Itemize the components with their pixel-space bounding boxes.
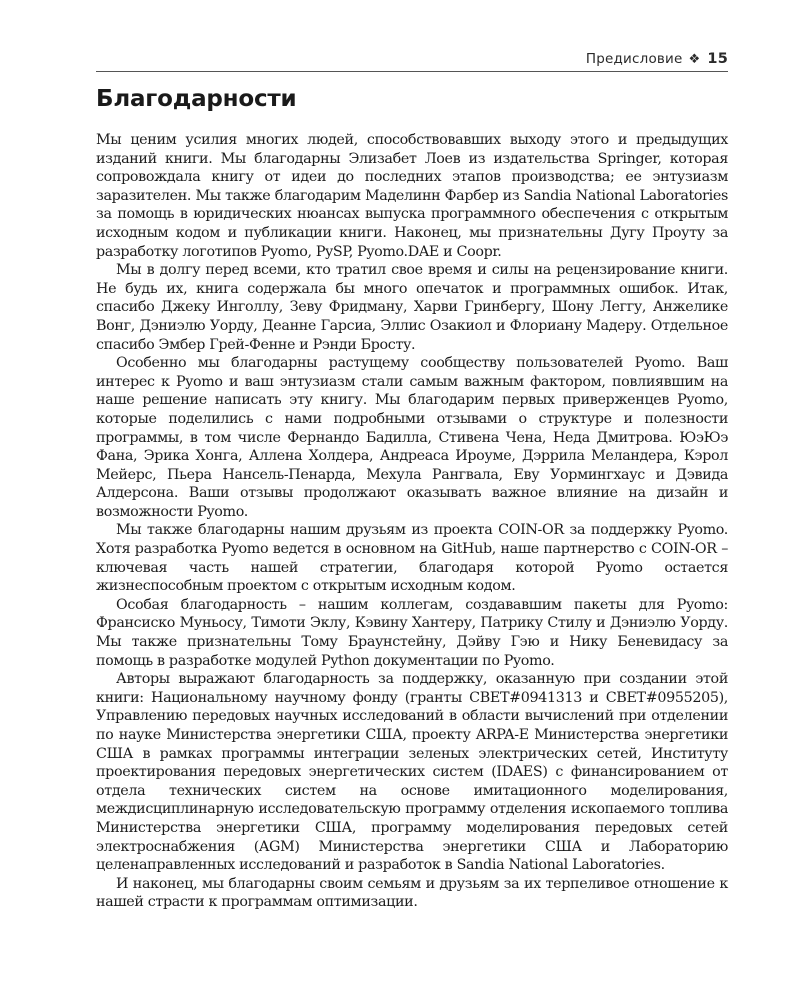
body-text [96, 131, 728, 912]
paragraph: Особенно мы благодарны растущему сообществу пользователей Pyomo. Ваш интерес к Pyomo и ваш энтузиазм стали самым важным фактором, повлиявшим на наше решение написать эту книгу. Мы благодарим первых приверженцев Pyomo, которые поделились с нами подробными отзывами о структуре и полезности программы, в том числе Фернандо Бадилла, Стивена Чена, Неда Дмитрова. ЮэЮэ Фана, Эрика Хонга, Аллена Холдера, Андреаса Ироуме, Дэррила Меландера, Кэрол Мейерс, Пьера Нансель-Пенарда, Мехула Рангвала, Еву Уормингхаус и Дэвида Алдерсона. Ваши отзывы продолжают оказывать важное влияние на дизайн и возможности Pyomo. [96, 355, 728, 520]
paragraph: Мы также благодарны нашим друзьям из проекта COIN-OR за поддержку Pyomo. Хотя разработка Pyomo ведется в основном на GitHub, наше партнерство с COIN-OR – ключевая часть нашей стратегии, благодаря которой Pyomo остается жизнеспособным проектом с открытым исходным кодом. [96, 522, 728, 595]
page-number: 15 [707, 51, 728, 67]
section-title: Благодарности [96, 86, 297, 112]
header-rule [96, 71, 728, 72]
chapter-title: Предисловие [585, 51, 683, 67]
paragraph: Мы ценим усилия многих людей, способствовавших выходу этого и предыдущих изданий книги. Мы благодарны Элизабет Лоев из издательства Springer, которая сопровождала книгу от идеи до последних этапов производства; ее энтузиазм заразителен. Мы также благодарим Маделинн Фарбер из Sandia National Laboratories за помощь в юридических нюансах выпуска программного обеспечения с открытым исходным кодом и публикации книги. Наконец, мы признательны Дугу Проуту за разработку логотипов Pyomo, PySP, Pyomo.DAE и Coopr. [96, 132, 728, 260]
paragraph: Особая благодарность – нашим коллегам, создававшим пакеты для Pyomo: Франсиско Муньосу, Тимоти Эклу, Кэвину Хантеру, Патрику Стилу и Дэниэлю Уорду. Мы также признательны Тому Браунстейну, Дэйву Гэю и Нику Беневидасу за помощь в разработке модулей Python документации по Pyomo. [96, 596, 728, 669]
ornament-icon: ❖ [688, 51, 701, 67]
running-header [96, 48, 728, 70]
paragraph: Мы в долгу перед всеми, кто тратил свое время и силы на рецензирование книги. Не будь их, книга содержала бы много опечаток и программных ошибок. Итак, спасибо Джеку Инголлу, Зеву Фридману, Харви Гринбергу, Шону Леггу, Анжелике Вонг, Дэниэлю Уорду, Деанне Гарсиа, Эллис Озакиол и Флориану Мадеру. Отдельное спасибо Эмбер Грей-Фенне и Рэнди Бросту. [96, 262, 728, 353]
paragraph: И наконец, мы благодарны своим семьям и друзьям за их терпеливое отношение к нашей страсти к программам оптимизации. [96, 875, 728, 911]
paragraph: Авторы выражают благодарность за поддержку, оказанную при создании этой книги: Национальному научному фонду (гранты CBET#0941313 и CBET#0955205), Управлению передовых научных исследований в области вычислений при отделении по науке Министерства энергетики США, проекту ARPA-E Министерства энергетики США в рамках программы интеграции зеленых электрических сетей, Институту проектирования передовых энергетических систем (IDAES) с финансированием от отдела технических систем на основе имитационного моделирования, междисциплинарную исследовательскую программу отделения ископаемого топлива Министерства энергетики США, программу моделирования передовых сетей электроснабжения (AGM) Министерства энергетики США и Лабораторию целенаправленных исследований и разработок в Sandia National Laboratories. [96, 671, 728, 874]
